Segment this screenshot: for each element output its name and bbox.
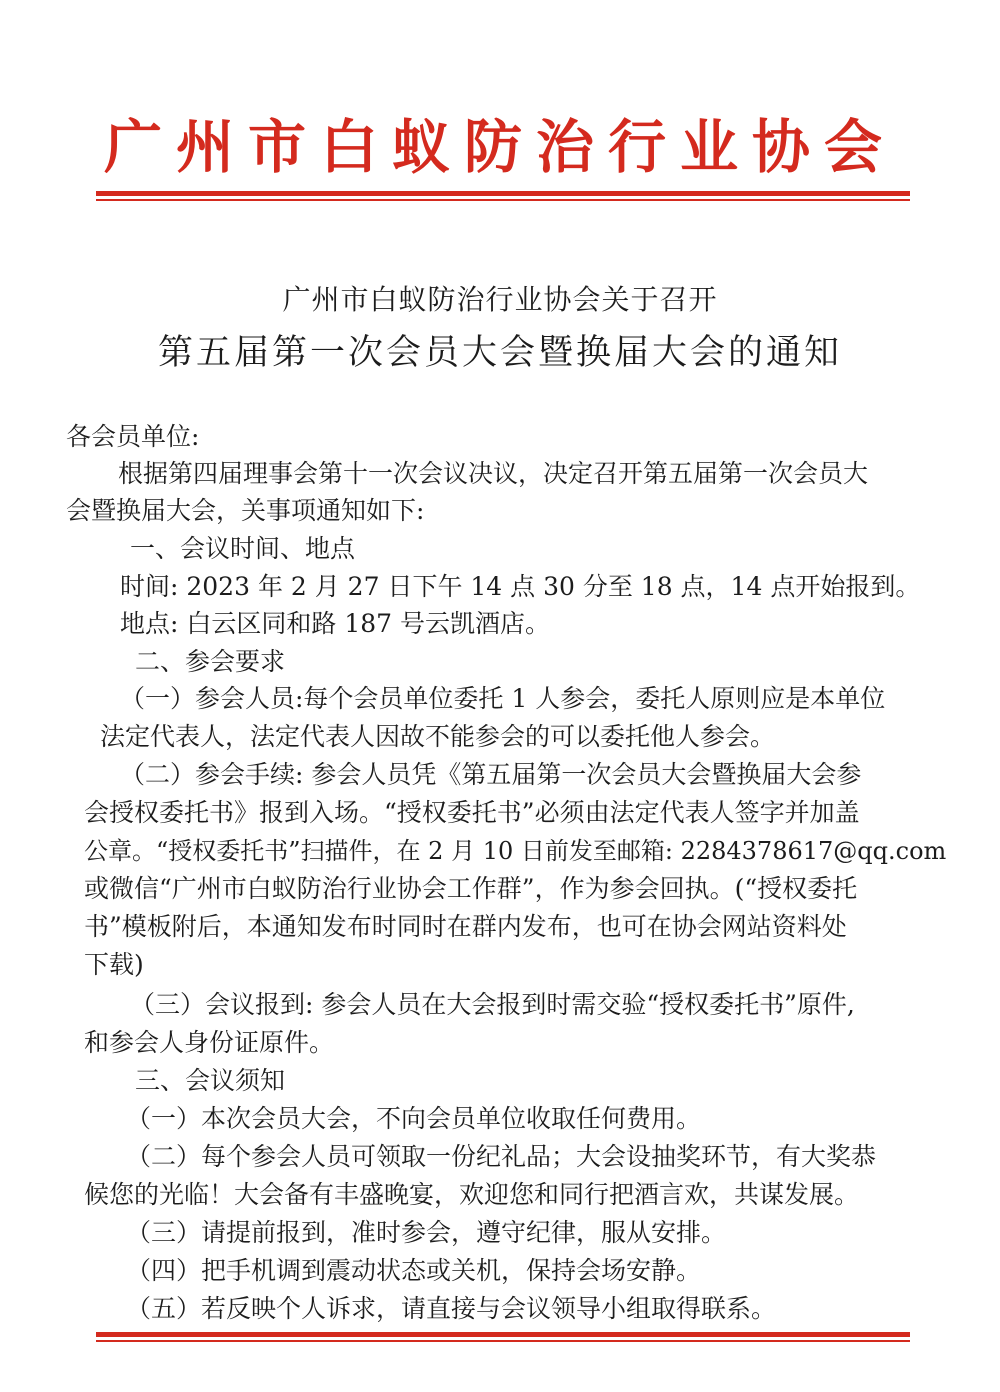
section2-item1-line1: （一）参会人员:每个会员单位委托 1 人参会，委托人原则应是本单位 xyxy=(120,684,886,713)
section2-heading: 二、参会要求 xyxy=(135,647,286,676)
meeting-place: 地点: 白云区同和路 187 号云凯酒店。 xyxy=(120,609,550,638)
section2-item3-line1: （三）会议报到: 参会人员在大会报到时需交验“授权委托书”原件, xyxy=(130,990,855,1019)
footer-divider xyxy=(96,1332,910,1342)
section2-item3-line2: 和参会人身份证原件。 xyxy=(84,1028,335,1057)
section2-item1-line2: 法定代表人，法定代表人因故不能参会的可以委托他人参会。 xyxy=(100,722,776,751)
section3-item4: （四）把手机调到震动状态或关机，保持会场安静。 xyxy=(126,1256,702,1285)
section2-item2-line2: 会授权委托书》报到入场。“授权委托书”必须由法定代表人签字并加盖 xyxy=(84,798,860,827)
section3-item1: （一）本次会员大会，不向会员单位收取任何费用。 xyxy=(126,1104,702,1133)
section3-item2-line1: （二）每个参会人员可领取一份纪礼品；大会设抽奖环节，有大奖恭 xyxy=(126,1142,877,1171)
letterhead-divider xyxy=(96,191,910,201)
letterhead-org-name: 广州市白蚁防治行业协会 xyxy=(103,113,896,181)
section3-item5: （五）若反映个人诉求，请直接与会议领导小组取得联系。 xyxy=(126,1294,777,1323)
section2-item2-line5: 书”模板附后，本通知发布时同时在群内发布，也可在协会网站资料处 xyxy=(84,912,847,941)
section2-item2-line1: （二）参会手续: 参会人员凭《第五届第一次会员大会暨换届大会参 xyxy=(120,760,862,789)
intro-line-2: 会暨换届大会，关事项通知如下: xyxy=(66,496,425,525)
intro-line-1: 根据第四届理事会第十一次会议决议，决定召开第五届第一次会员大 xyxy=(118,459,869,488)
section1-heading: 一、会议时间、地点 xyxy=(130,534,356,563)
section2-item2-line4: 或微信“广州市白蚁防治行业协会工作群”，作为参会回执。(“授权委托 xyxy=(84,874,858,903)
notice-title-line1: 广州市白蚁防治行业协会关于召开 xyxy=(282,283,718,316)
section3-item2-line2: 候您的光临！大会备有丰盛晚宴，欢迎您和同行把酒言欢，共谋发展。 xyxy=(84,1180,860,1209)
section2-item2-line6: 下载) xyxy=(84,950,144,979)
section2-item2-line3: 公章。“授权委托书”扫描件，在 2 月 10 日前发至邮箱: 2284378617@qq.com xyxy=(84,837,947,865)
salutation: 各会员单位: xyxy=(66,422,200,451)
meeting-time: 时间: 2023 年 2 月 27 日下午 14 点 30 分至 18 点，14 点开始报到。 xyxy=(120,572,921,601)
section3-heading: 三、会议须知 xyxy=(135,1066,286,1095)
section3-item3: （三）请提前报到，准时参会，遵守纪律，服从安排。 xyxy=(126,1218,727,1247)
notice-title-line2: 第五届第一次会员大会暨换届大会的通知 xyxy=(157,333,842,373)
